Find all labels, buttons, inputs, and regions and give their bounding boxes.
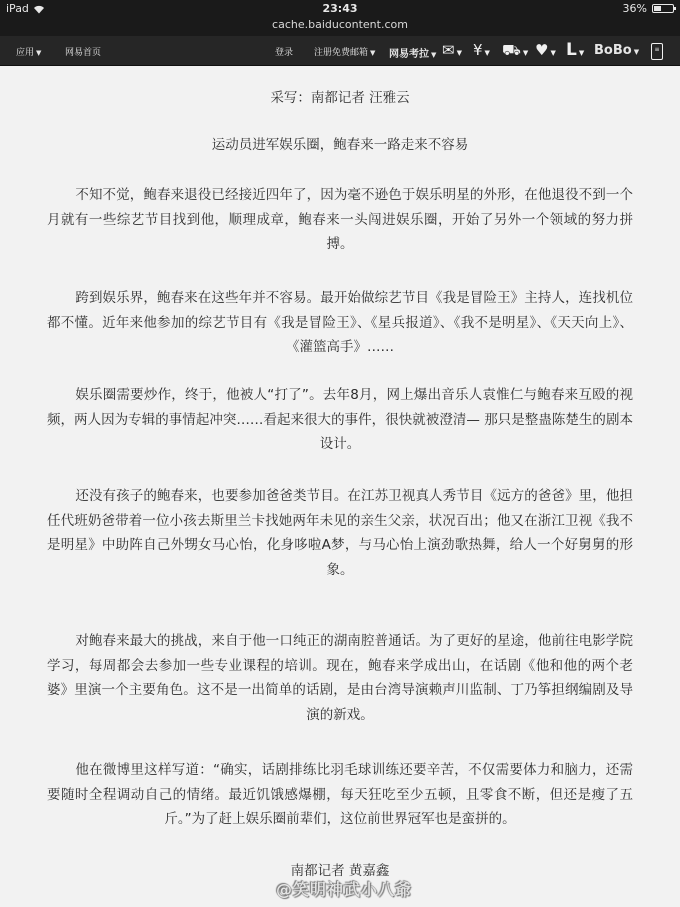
nav-login[interactable]: 登录 <box>275 48 294 58</box>
status-bar <box>0 0 680 18</box>
nav-apps[interactable] <box>16 45 41 58</box>
chevron-down-icon: ▼ <box>633 48 640 56</box>
nav-home[interactable]: 网易首页 <box>65 48 102 58</box>
chevron-down-icon: ▼ <box>370 49 376 57</box>
battery-fill <box>654 6 661 11</box>
chevron-down-icon: ▼ <box>36 49 42 57</box>
nav-apps-label[interactable]: 应用 <box>16 48 35 58</box>
byline-bottom: 南都记者 黄嘉鑫 <box>290 863 390 879</box>
nav-register[interactable] <box>314 45 375 58</box>
battery-icon <box>652 4 674 13</box>
status-time: 23:43 <box>322 2 358 15</box>
byline-top: 采写：南都记者 汪雅云 <box>270 90 410 106</box>
site-nav-bar <box>0 36 680 66</box>
nav-bobo-label[interactable]: BoBo <box>594 43 632 58</box>
url-text[interactable]: cache.baiducontent.com <box>272 18 408 31</box>
status-right <box>623 2 674 15</box>
paragraph-2: 跨到娱乐界，鲍春来在这些年并不容易。最开始做综艺节目《我是冒险王》主持人，连找机位都不懂。近年来他参加的综艺节目有《我是冒险王》、《星兵报道》、《我不是明星》、《天天向上》、《灌篮高手》…… <box>47 290 633 355</box>
nav-register-label[interactable]: 注册免费邮箱 <box>314 48 369 58</box>
yuan-icon[interactable]: ¥ ▼ <box>473 41 490 59</box>
nav-kaola[interactable] <box>389 45 436 60</box>
cart-icon[interactable]: ⛟ ▼ <box>502 41 529 59</box>
paragraph-1: 不知不觉，鲍春来退役已经接近四年了，因为毫不逊色于娱乐明星的外形，在他退役不到一个月就有一些综艺节目找到他，顺理成章，鲍春来一头闯进娱乐圈，开始了另外一个领域的努力拼搏。 <box>47 187 633 252</box>
mail-icon[interactable]: ✉ ▼ <box>442 41 462 59</box>
chevron-down-icon: ▼ <box>431 51 437 59</box>
article-body <box>0 66 680 907</box>
paragraph-5: 对鲍春来最大的挑战，来自于他一口纯正的湖南腔普通话。为了更好的星途，他前往电影学院学习，每周都会去参加一些专业课程的培训。现在，鲍春来学成出山，在话剧《他和他的两个老婆》里演一个主要角色。这不是一出简单的话剧，是由台湾导演赖声川监制、丁乃筝担纲编剧及导演的新戏。 <box>47 633 633 723</box>
heart-icon[interactable]: ♥ ▼ <box>535 41 556 59</box>
url-bar[interactable] <box>0 18 680 36</box>
paragraph-4: 还没有孩子的鲍春来，也要参加爸爸类节目。在江苏卫视真人秀节目《远方的爸爸》里，他担任代班奶爸带着一位小孩去斯里兰卡找她两年未见的亲生父亲，状况百出；他又在浙江卫视《我不是明星》中助阵自己外甥女马心怡，化身哆啦A梦，与马心怡上演劲歌热舞，给人一个好舅舅的形象。 <box>47 488 633 578</box>
battery-percent: 36% <box>622 2 647 15</box>
device-name: iPad <box>6 2 29 15</box>
watermark: @笑明神武小八爺 <box>276 880 413 899</box>
paragraph-3: 娱乐圈需要炒作，终于，他被人“打了”。去年8月，网上爆出音乐人袁惟仁与鲍春来互殴的视频，两人因为专辑的事情起冲突……看起来很大的事件，很快就被澄清— 那只是整蛊陈楚生的剧本设计。 <box>47 387 633 452</box>
paragraph-6: 他在微博里这样写道：“确实，话剧排练比羽毛球训练还要辛苦，不仅需要体力和脑力，还需要随时全程调动自己的情绪。最近饥饿感爆棚，每天狂吃至少五顿，且零食不断，但还是瘦了五斤。”为了赶上娱乐圈前辈们，这位前世界冠军也是蛮拼的。 <box>47 762 633 827</box>
article-headline: 运动员进军娱乐圈，鲍春来一路走来不容易 <box>211 137 469 153</box>
lofter-icon[interactable]: L ▼ <box>566 40 585 60</box>
mobile-read-icon[interactable]: ≡ <box>651 43 663 60</box>
nav-kaola-label[interactable]: 网易考拉 <box>389 49 429 60</box>
nav-bobo[interactable] <box>594 43 639 58</box>
